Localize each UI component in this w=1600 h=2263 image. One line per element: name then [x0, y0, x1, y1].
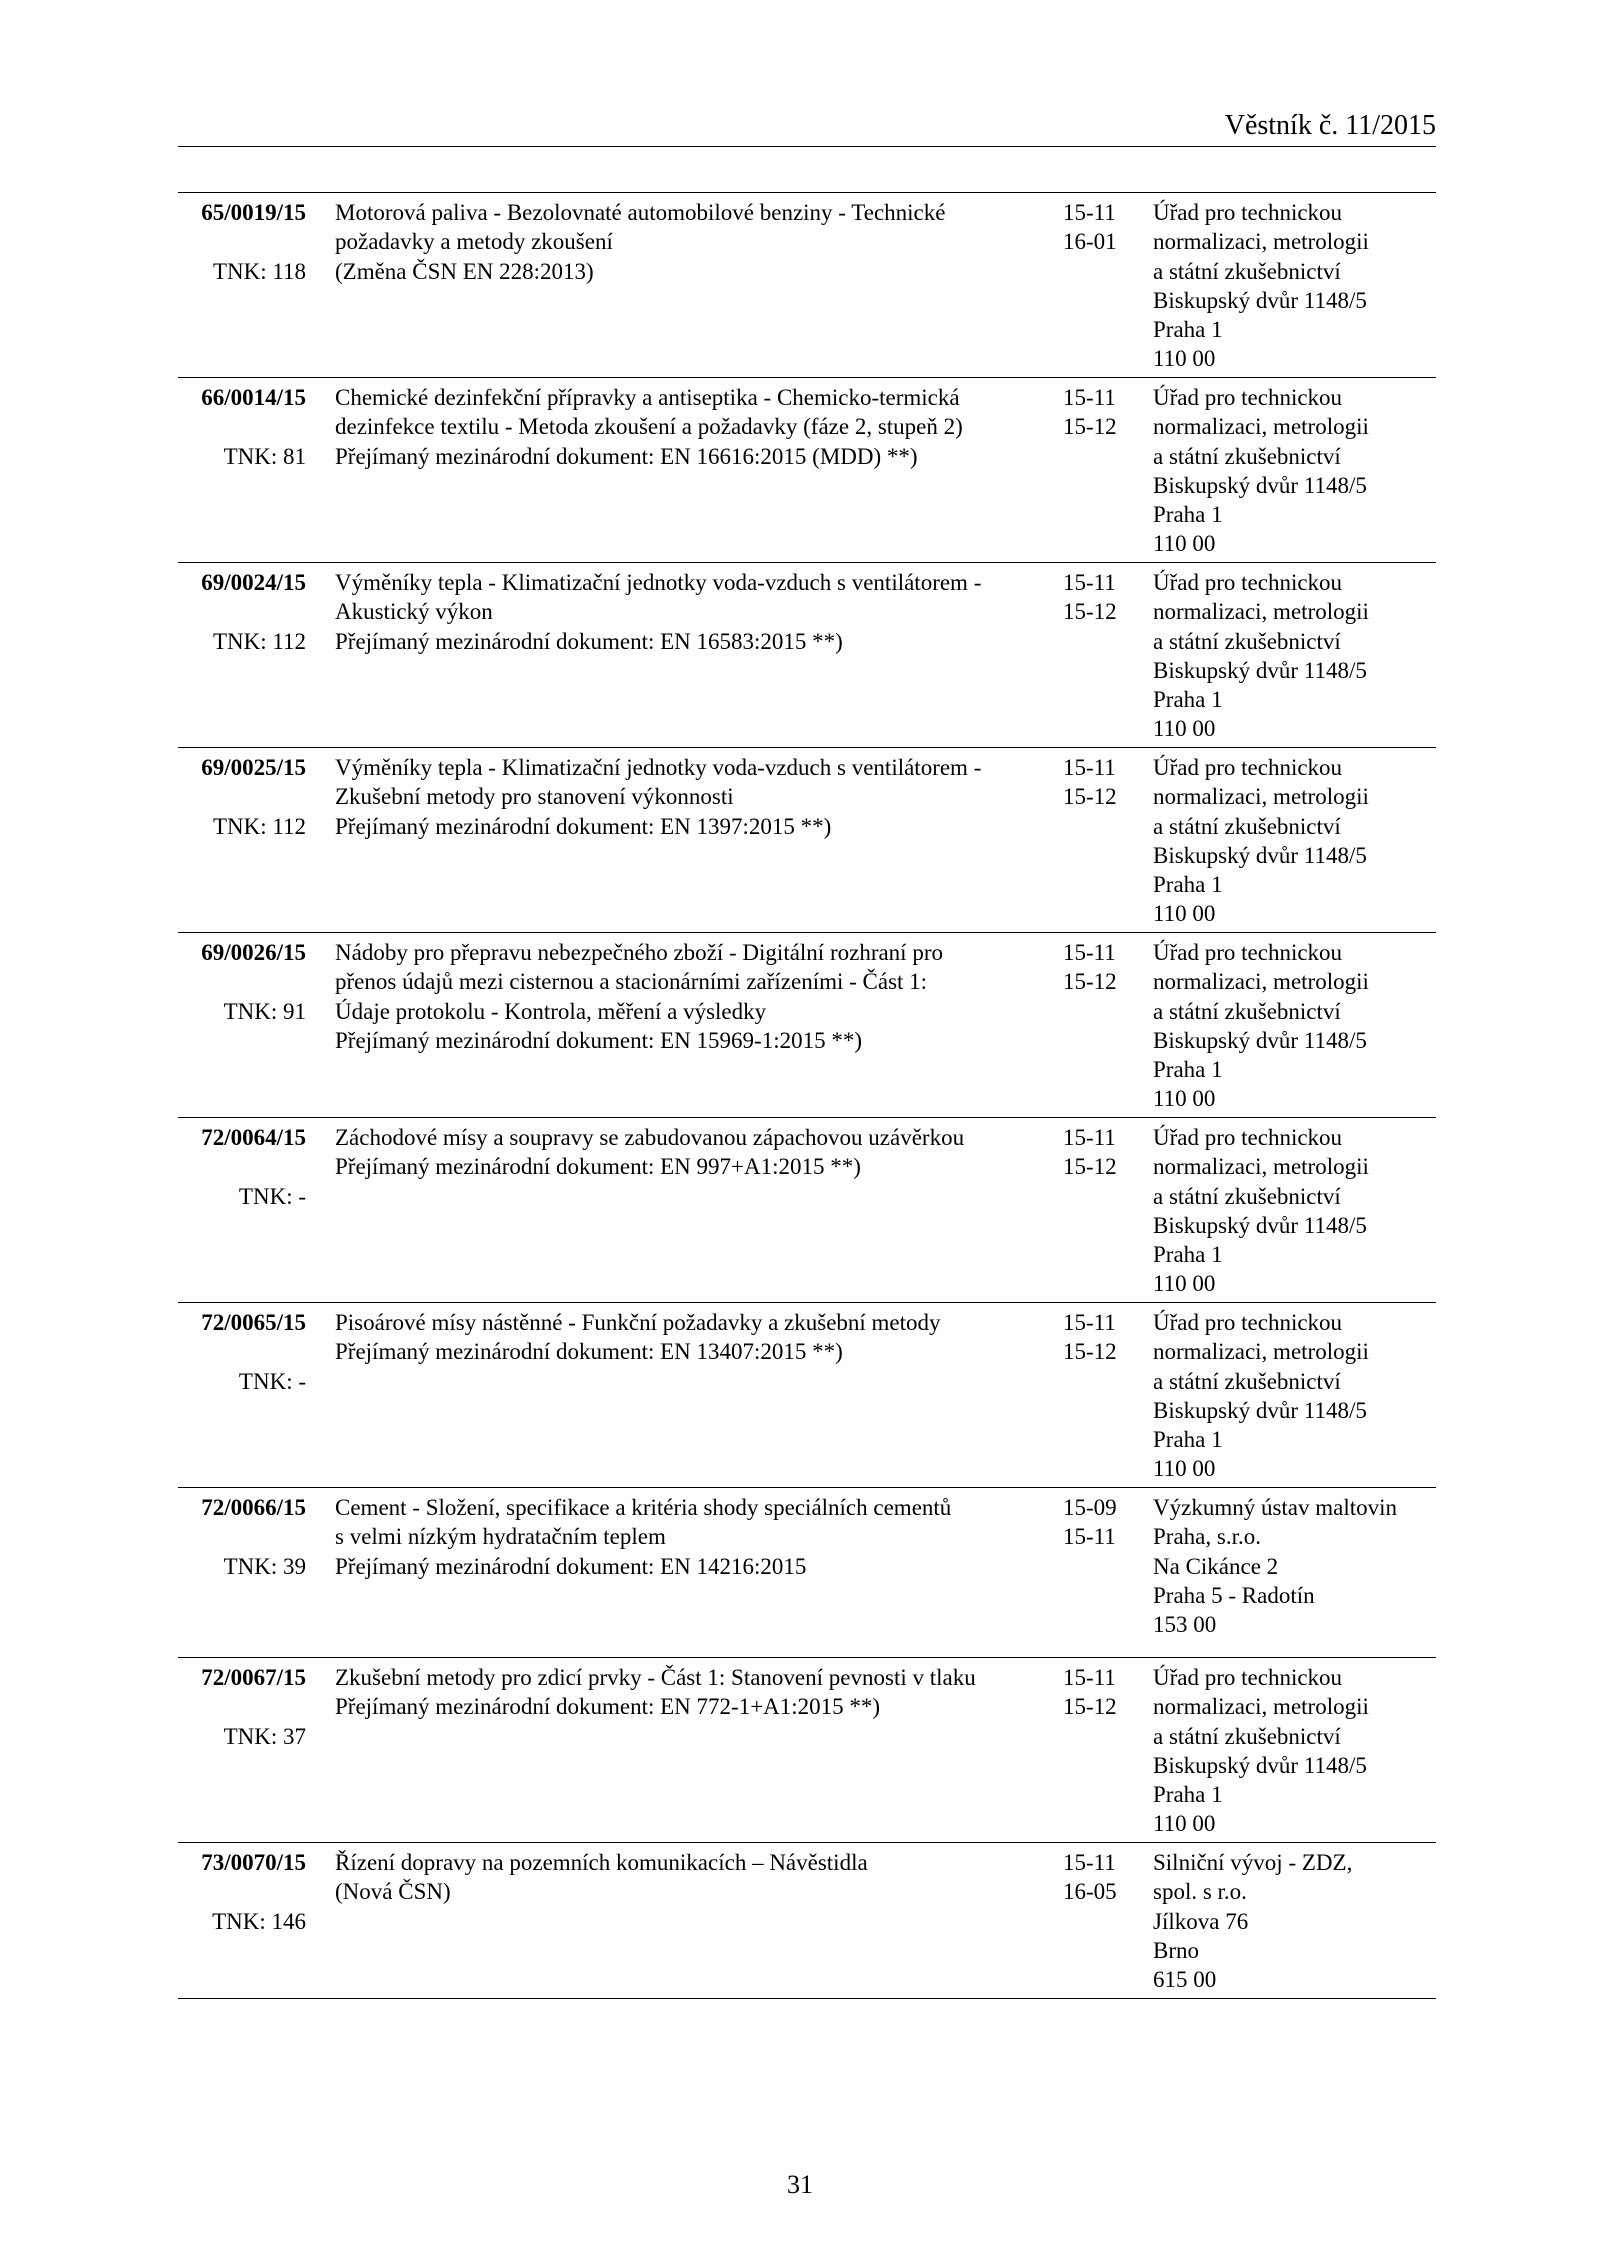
date-start: 15-11	[1063, 1125, 1116, 1150]
organization-line: a státní zkušebnictví	[1153, 258, 1341, 284]
date-end: 16-05	[1063, 1879, 1117, 1905]
standards-table	[178, 192, 1436, 1999]
table-row	[178, 1488, 1436, 1658]
title-line: Přejímaný mezinárodní dokument: EN 13407:2015 **)	[335, 1339, 843, 1365]
dates-cell	[1063, 753, 1153, 812]
tnk-label: TNK: 112	[212, 813, 306, 839]
organization-line: Na Cikánce 2	[1153, 1553, 1279, 1579]
organization-line: normalizaci, metrologii	[1153, 229, 1369, 255]
tnk-label: TNK: 118	[212, 258, 306, 284]
standard-title-cell	[335, 198, 1043, 286]
date-start: 15-11	[1063, 940, 1116, 965]
tnk-label: TNK: -	[238, 1183, 306, 1209]
standard-id-cell	[178, 1123, 306, 1211]
organization-line: a státní zkušebnictví	[1153, 628, 1341, 654]
organization-line: Praha 1	[1153, 502, 1223, 528]
standard-id-cell	[178, 753, 306, 841]
dates-cell	[1063, 383, 1153, 442]
title-line: Přejímaný mezinárodní dokument: EN 1397:2015 **)	[335, 813, 832, 839]
organization-line: 110 00	[1153, 716, 1216, 742]
tnk-label: TNK: 37	[223, 1723, 306, 1749]
organization-line: Praha 1	[1153, 1782, 1223, 1808]
title-line: Nádoby pro přepravu nebezpečného zboží - Digitální rozhraní pro	[335, 940, 943, 965]
standard-code: 72/0064/15	[201, 1125, 306, 1150]
dates-cell	[1063, 1308, 1153, 1367]
table-row	[178, 193, 1436, 378]
table-row	[178, 1843, 1436, 1999]
dates-cell	[1063, 198, 1153, 257]
standard-code: 72/0065/15	[201, 1310, 306, 1335]
date-end: 16-01	[1063, 229, 1117, 255]
organization-line: a státní zkušebnictví	[1153, 1723, 1341, 1749]
organization-line: spol. s r.o.	[1153, 1879, 1247, 1905]
title-line: Řízení dopravy na pozemních komunikacích – Návěstidla	[335, 1850, 868, 1875]
organization-cell	[1153, 1493, 1436, 1639]
standard-id-cell	[178, 938, 306, 1026]
title-line: Přejímaný mezinárodní dokument: EN 16583:2015 **)	[335, 628, 843, 654]
organization-line: Silniční vývoj - ZDZ,	[1153, 1850, 1353, 1875]
organization-cell	[1153, 1123, 1436, 1299]
organization-line: a státní zkušebnictví	[1153, 813, 1341, 839]
organization-line: a státní zkušebnictví	[1153, 1183, 1341, 1209]
date-start: 15-09	[1063, 1495, 1117, 1520]
title-line: Přejímaný mezinárodní dokument: EN 16616:2015 (MDD) **)	[335, 443, 918, 469]
journal-title: Věstník č. 11/2015	[1224, 110, 1436, 141]
standard-title-cell	[335, 1493, 1043, 1581]
organization-line: Úřad pro technickou	[1153, 385, 1343, 410]
organization-line: normalizaci, metrologii	[1153, 1694, 1369, 1720]
date-end: 15-12	[1063, 599, 1117, 625]
organization-cell	[1153, 1308, 1436, 1484]
title-line: Pisoárové mísy nástěnné - Funkční požadavky a zkušební metody	[335, 1310, 941, 1335]
organization-line: Biskupský dvůr 1148/5	[1153, 1752, 1367, 1778]
date-end: 15-12	[1063, 1339, 1117, 1365]
organization-line: 110 00	[1153, 531, 1216, 557]
table-row	[178, 1658, 1436, 1843]
table-row	[178, 933, 1436, 1118]
standard-title-cell	[335, 1123, 1043, 1182]
organization-line: 110 00	[1153, 1086, 1216, 1112]
title-line: (Nová ČSN)	[335, 1879, 451, 1905]
organization-line: 110 00	[1153, 1456, 1216, 1482]
organization-line: normalizaci, metrologii	[1153, 1339, 1369, 1365]
title-line: dezinfekce textilu - Metoda zkoušení a požadavky (fáze 2, stupeň 2)	[335, 414, 963, 440]
standard-title-cell	[335, 1848, 1043, 1907]
organization-line: Brno	[1153, 1937, 1199, 1963]
organization-line: Praha 1	[1153, 1427, 1223, 1453]
date-start: 15-11	[1063, 1310, 1116, 1335]
organization-line: Biskupský dvůr 1148/5	[1153, 287, 1367, 313]
standard-id-cell	[178, 568, 306, 656]
tnk-label: TNK: 81	[223, 443, 306, 469]
title-line: (Změna ČSN EN 228:2013)	[335, 258, 594, 284]
tnk-label: TNK: 91	[223, 998, 306, 1024]
dates-cell	[1063, 1123, 1153, 1182]
title-line: Motorová paliva - Bezolovnaté automobilové benziny - Technické	[335, 200, 946, 225]
organization-cell	[1153, 1663, 1436, 1839]
standard-code: 66/0014/15	[201, 385, 306, 410]
standard-id-cell	[178, 383, 306, 471]
date-start: 15-11	[1063, 200, 1116, 225]
table-row	[178, 748, 1436, 933]
standard-code: 69/0026/15	[201, 940, 306, 965]
organization-cell	[1153, 568, 1436, 744]
standard-title-cell	[335, 1663, 1043, 1722]
tnk-label: TNK: 39	[223, 1553, 306, 1579]
standard-code: 69/0024/15	[201, 570, 306, 595]
organization-line: Výzkumný ústav maltovin	[1153, 1495, 1398, 1520]
standard-code: 72/0066/15	[201, 1495, 306, 1520]
standard-code: 73/0070/15	[201, 1850, 306, 1875]
title-line: Výměníky tepla - Klimatizační jednotky voda-vzduch s ventilátorem -	[335, 755, 982, 780]
date-end: 15-12	[1063, 784, 1117, 810]
standard-title-cell	[335, 753, 1043, 841]
organization-line: Praha 5 - Radotín	[1153, 1582, 1315, 1608]
organization-line: 110 00	[1153, 901, 1216, 927]
date-end: 15-12	[1063, 969, 1117, 995]
organization-line: Biskupský dvůr 1148/5	[1153, 472, 1367, 498]
standard-title-cell	[335, 1308, 1043, 1367]
organization-line: 110 00	[1153, 1811, 1216, 1837]
organization-line: Praha 1	[1153, 1242, 1223, 1268]
standard-code: 69/0025/15	[201, 755, 306, 780]
organization-line: normalizaci, metrologii	[1153, 1154, 1369, 1180]
table-row	[178, 1303, 1436, 1488]
dates-cell	[1063, 568, 1153, 627]
organization-line: Úřad pro technickou	[1153, 755, 1343, 780]
title-line: Chemické dezinfekční přípravky a antiseptika - Chemicko-termická	[335, 385, 960, 410]
organization-line: 153 00	[1153, 1612, 1217, 1638]
organization-cell	[1153, 753, 1436, 929]
standard-title-cell	[335, 568, 1043, 656]
date-start: 15-11	[1063, 1665, 1116, 1690]
organization-line: Jílkova 76	[1153, 1908, 1249, 1934]
date-start: 15-11	[1063, 570, 1116, 595]
organization-line: Úřad pro technickou	[1153, 570, 1343, 595]
organization-line: Úřad pro technickou	[1153, 1310, 1343, 1335]
standard-id-cell	[178, 1848, 306, 1936]
organization-line: a státní zkušebnictví	[1153, 1368, 1341, 1394]
table-row	[178, 1118, 1436, 1303]
organization-line: Úřad pro technickou	[1153, 200, 1343, 225]
date-end: 15-12	[1063, 414, 1117, 440]
standard-id-cell	[178, 1663, 306, 1751]
standard-title-cell	[335, 383, 1043, 471]
title-line: přenos údajů mezi cisternou a stacionárními zařízeními - Část 1:	[335, 969, 928, 995]
date-end: 15-11	[1063, 1524, 1116, 1550]
date-start: 15-11	[1063, 755, 1116, 780]
standard-code: 72/0067/15	[201, 1665, 306, 1690]
organization-line: normalizaci, metrologii	[1153, 414, 1369, 440]
organization-line: normalizaci, metrologii	[1153, 784, 1369, 810]
dates-cell	[1063, 938, 1153, 997]
organization-line: Praha 1	[1153, 872, 1223, 898]
title-line: Přejímaný mezinárodní dokument: EN 15969-1:2015 **)	[335, 1027, 862, 1053]
organization-line: Praha 1	[1153, 317, 1223, 343]
organization-line: Praha, s.r.o.	[1153, 1524, 1261, 1550]
standard-id-cell	[178, 1493, 306, 1581]
page-number: 31	[787, 2170, 813, 2199]
title-line: Přejímaný mezinárodní dokument: EN 772-1+A1:2015 **)	[335, 1694, 881, 1720]
date-end: 15-12	[1063, 1694, 1117, 1720]
organization-line: Úřad pro technickou	[1153, 1125, 1343, 1150]
organization-line: a státní zkušebnictví	[1153, 443, 1341, 469]
date-start: 15-11	[1063, 1850, 1116, 1875]
dates-cell	[1063, 1848, 1153, 1907]
organization-line: Biskupský dvůr 1148/5	[1153, 657, 1367, 683]
organization-line: Biskupský dvůr 1148/5	[1153, 842, 1367, 868]
organization-cell	[1153, 198, 1436, 374]
dates-cell	[1063, 1663, 1153, 1722]
tnk-label: TNK: -	[238, 1368, 306, 1394]
standard-code: 65/0019/15	[201, 200, 306, 225]
organization-line: Biskupský dvůr 1148/5	[1153, 1397, 1367, 1423]
organization-line: 110 00	[1153, 1271, 1216, 1297]
title-line: Zkušební metody pro zdicí prvky - Část 1: Stanovení pevnosti v tlaku	[335, 1665, 976, 1690]
tnk-label: TNK: 146	[212, 1908, 306, 1934]
standard-id-cell	[178, 1308, 306, 1396]
organization-line: Biskupský dvůr 1148/5	[1153, 1027, 1367, 1053]
title-line: Údaje protokolu - Kontrola, měření a výsledky	[335, 998, 767, 1024]
standard-title-cell	[335, 938, 1043, 1055]
standard-id-cell	[178, 198, 306, 286]
title-line: s velmi nízkým hydratačním teplem	[335, 1524, 666, 1550]
title-line: Zkušební metody pro stanovení výkonnosti	[335, 784, 734, 810]
organization-line: 615 00	[1153, 1967, 1217, 1993]
dates-cell	[1063, 1493, 1153, 1552]
title-line: Přejímaný mezinárodní dokument: EN 997+A1:2015 **)	[335, 1154, 861, 1180]
organization-line: 110 00	[1153, 346, 1216, 372]
table-row	[178, 378, 1436, 563]
title-line: Výměníky tepla - Klimatizační jednotky voda-vzduch s ventilátorem -	[335, 570, 982, 595]
organization-line: Praha 1	[1153, 687, 1223, 713]
organization-cell	[1153, 938, 1436, 1114]
date-end: 15-12	[1063, 1154, 1117, 1180]
organization-line: Praha 1	[1153, 1057, 1223, 1083]
organization-cell	[1153, 1848, 1436, 1994]
title-line: Záchodové mísy a soupravy se zabudovanou zápachovou uzávěrkou	[335, 1125, 965, 1150]
title-line: Cement - Složení, specifikace a kritéria shody speciálních cementů	[335, 1495, 952, 1520]
title-line: Akustický výkon	[335, 599, 493, 625]
title-line: požadavky a metody zkoušení	[335, 229, 613, 255]
page-header	[178, 110, 1436, 147]
organization-line: normalizaci, metrologii	[1153, 969, 1369, 995]
organization-line: Úřad pro technickou	[1153, 1665, 1343, 1690]
organization-line: Biskupský dvůr 1148/5	[1153, 1212, 1367, 1238]
organization-line: Úřad pro technickou	[1153, 940, 1343, 965]
tnk-label: TNK: 112	[212, 628, 306, 654]
organization-line: a státní zkušebnictví	[1153, 998, 1341, 1024]
date-start: 15-11	[1063, 385, 1116, 410]
organization-cell	[1153, 383, 1436, 559]
table-row	[178, 563, 1436, 748]
title-line: Přejímaný mezinárodní dokument: EN 14216:2015	[335, 1553, 807, 1579]
organization-line: normalizaci, metrologii	[1153, 599, 1369, 625]
